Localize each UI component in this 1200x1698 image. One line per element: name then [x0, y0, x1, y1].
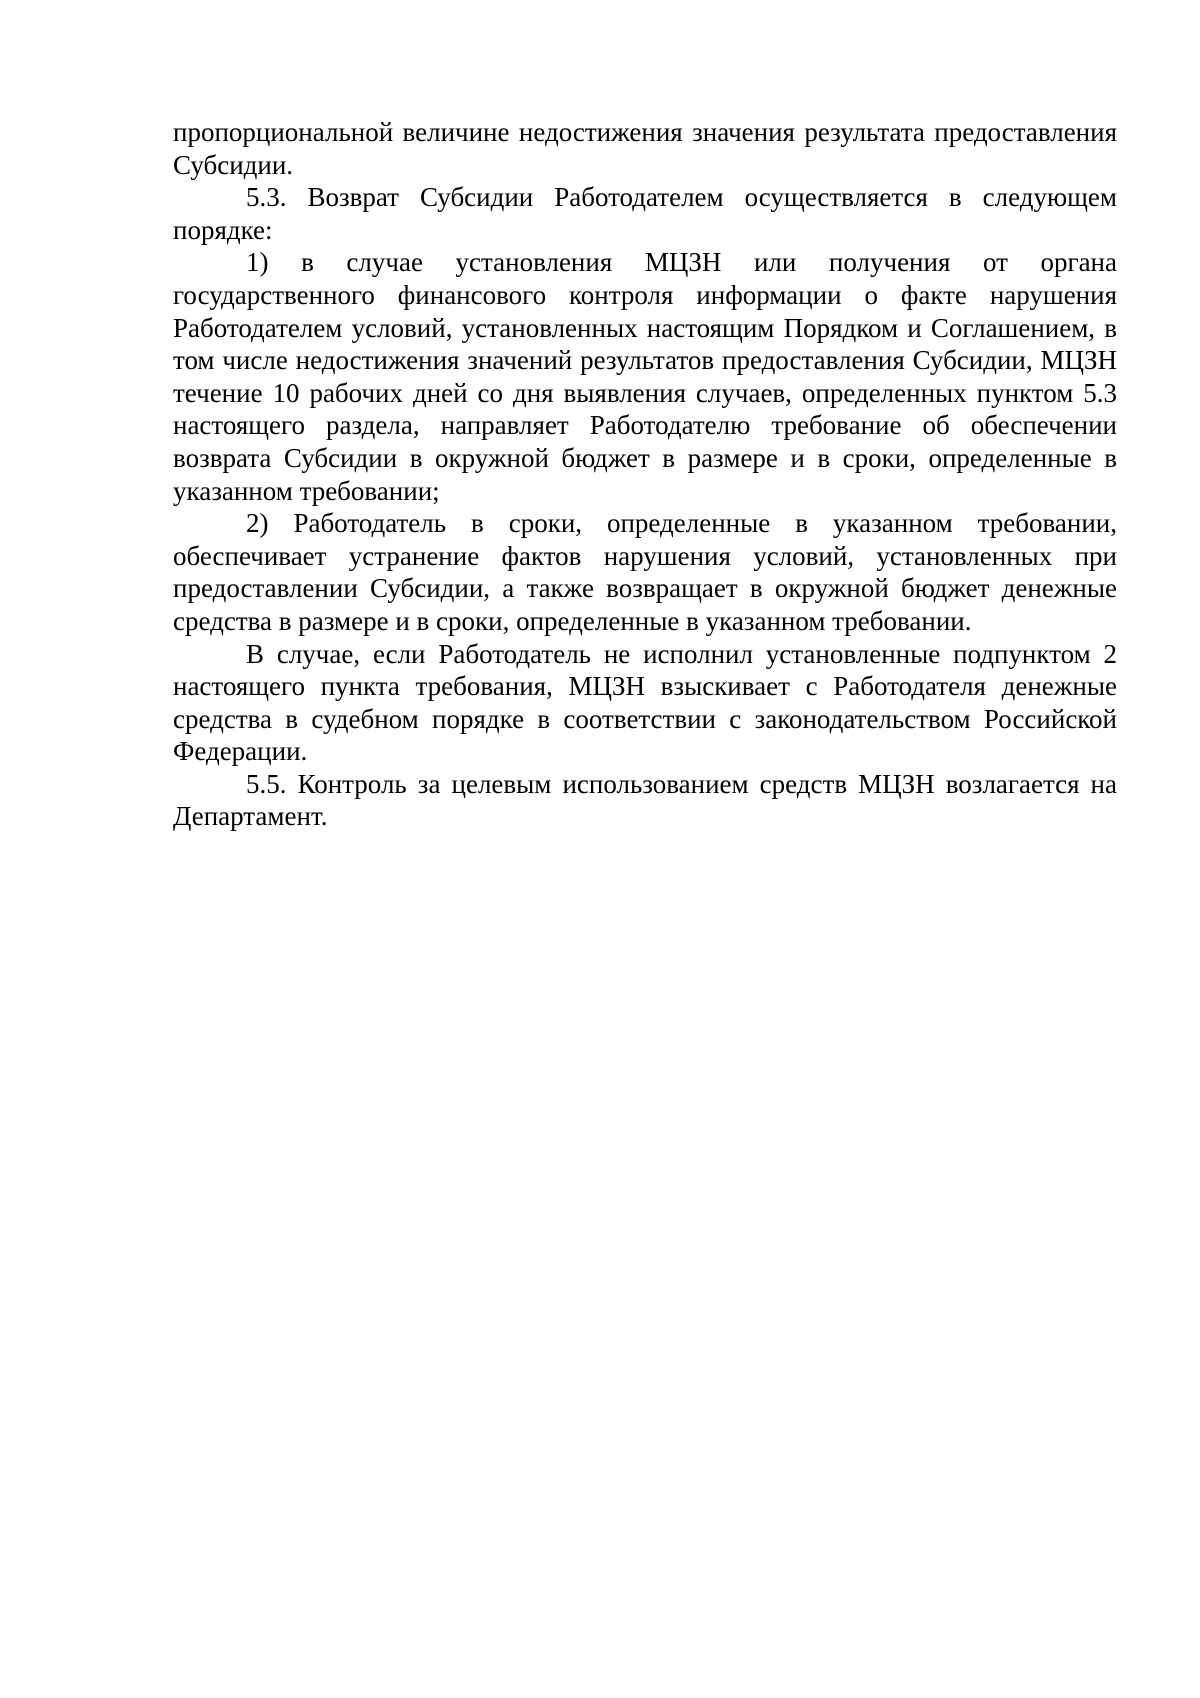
paragraph-subitem-1: 1) в случае установления МЦЗН или получения от органа государственного финансового контроля информации о факте нарушения Работодателем условий, установленных настоящим Порядком и Соглашением, в том числе недостижения значений результатов предоставления Субсидии, МЦЗН течение 10 рабочих дней со дня выявления случаев, определенных пунктом 5.3 настоящего раздела, направляет Работодателю требование об обеспечении возврата Субсидии в окружной бюджет в размере и в сроки, определенные в указанном требовании; — [173, 247, 1117, 506]
paragraph-5-3: 5.3. Возврат Субсидии Работодателем осуществляется в следующем порядке: — [173, 182, 1117, 245]
paragraph-subitem-2: 2) Работодатель в сроки, определенные в указанном требовании, обеспечивает устранение фактов нарушения условий, установленных при предоставлении Субсидии, а также возвращает в окружной бюджет денежные средства в размере и в сроки, определенные в указанном требовании. — [173, 508, 1117, 636]
document-body — [173, 116, 1117, 833]
paragraph-5-5: 5.5. Контроль за целевым использованием средств МЦЗН возлагается на Департамент. — [173, 768, 1117, 832]
paragraph-recovery-case: В случае, если Работодатель не исполнил установленные подпунктом 2 настоящего пункта требования, МЦЗН взыскивает с Работодателя денежные средства в судебном порядке в соответствии с законодательством Российской Федерации. — [173, 638, 1117, 767]
paragraph-continuation: пропорциональной величине недостижения значения результата предоставления Субсидии. — [173, 117, 1117, 180]
